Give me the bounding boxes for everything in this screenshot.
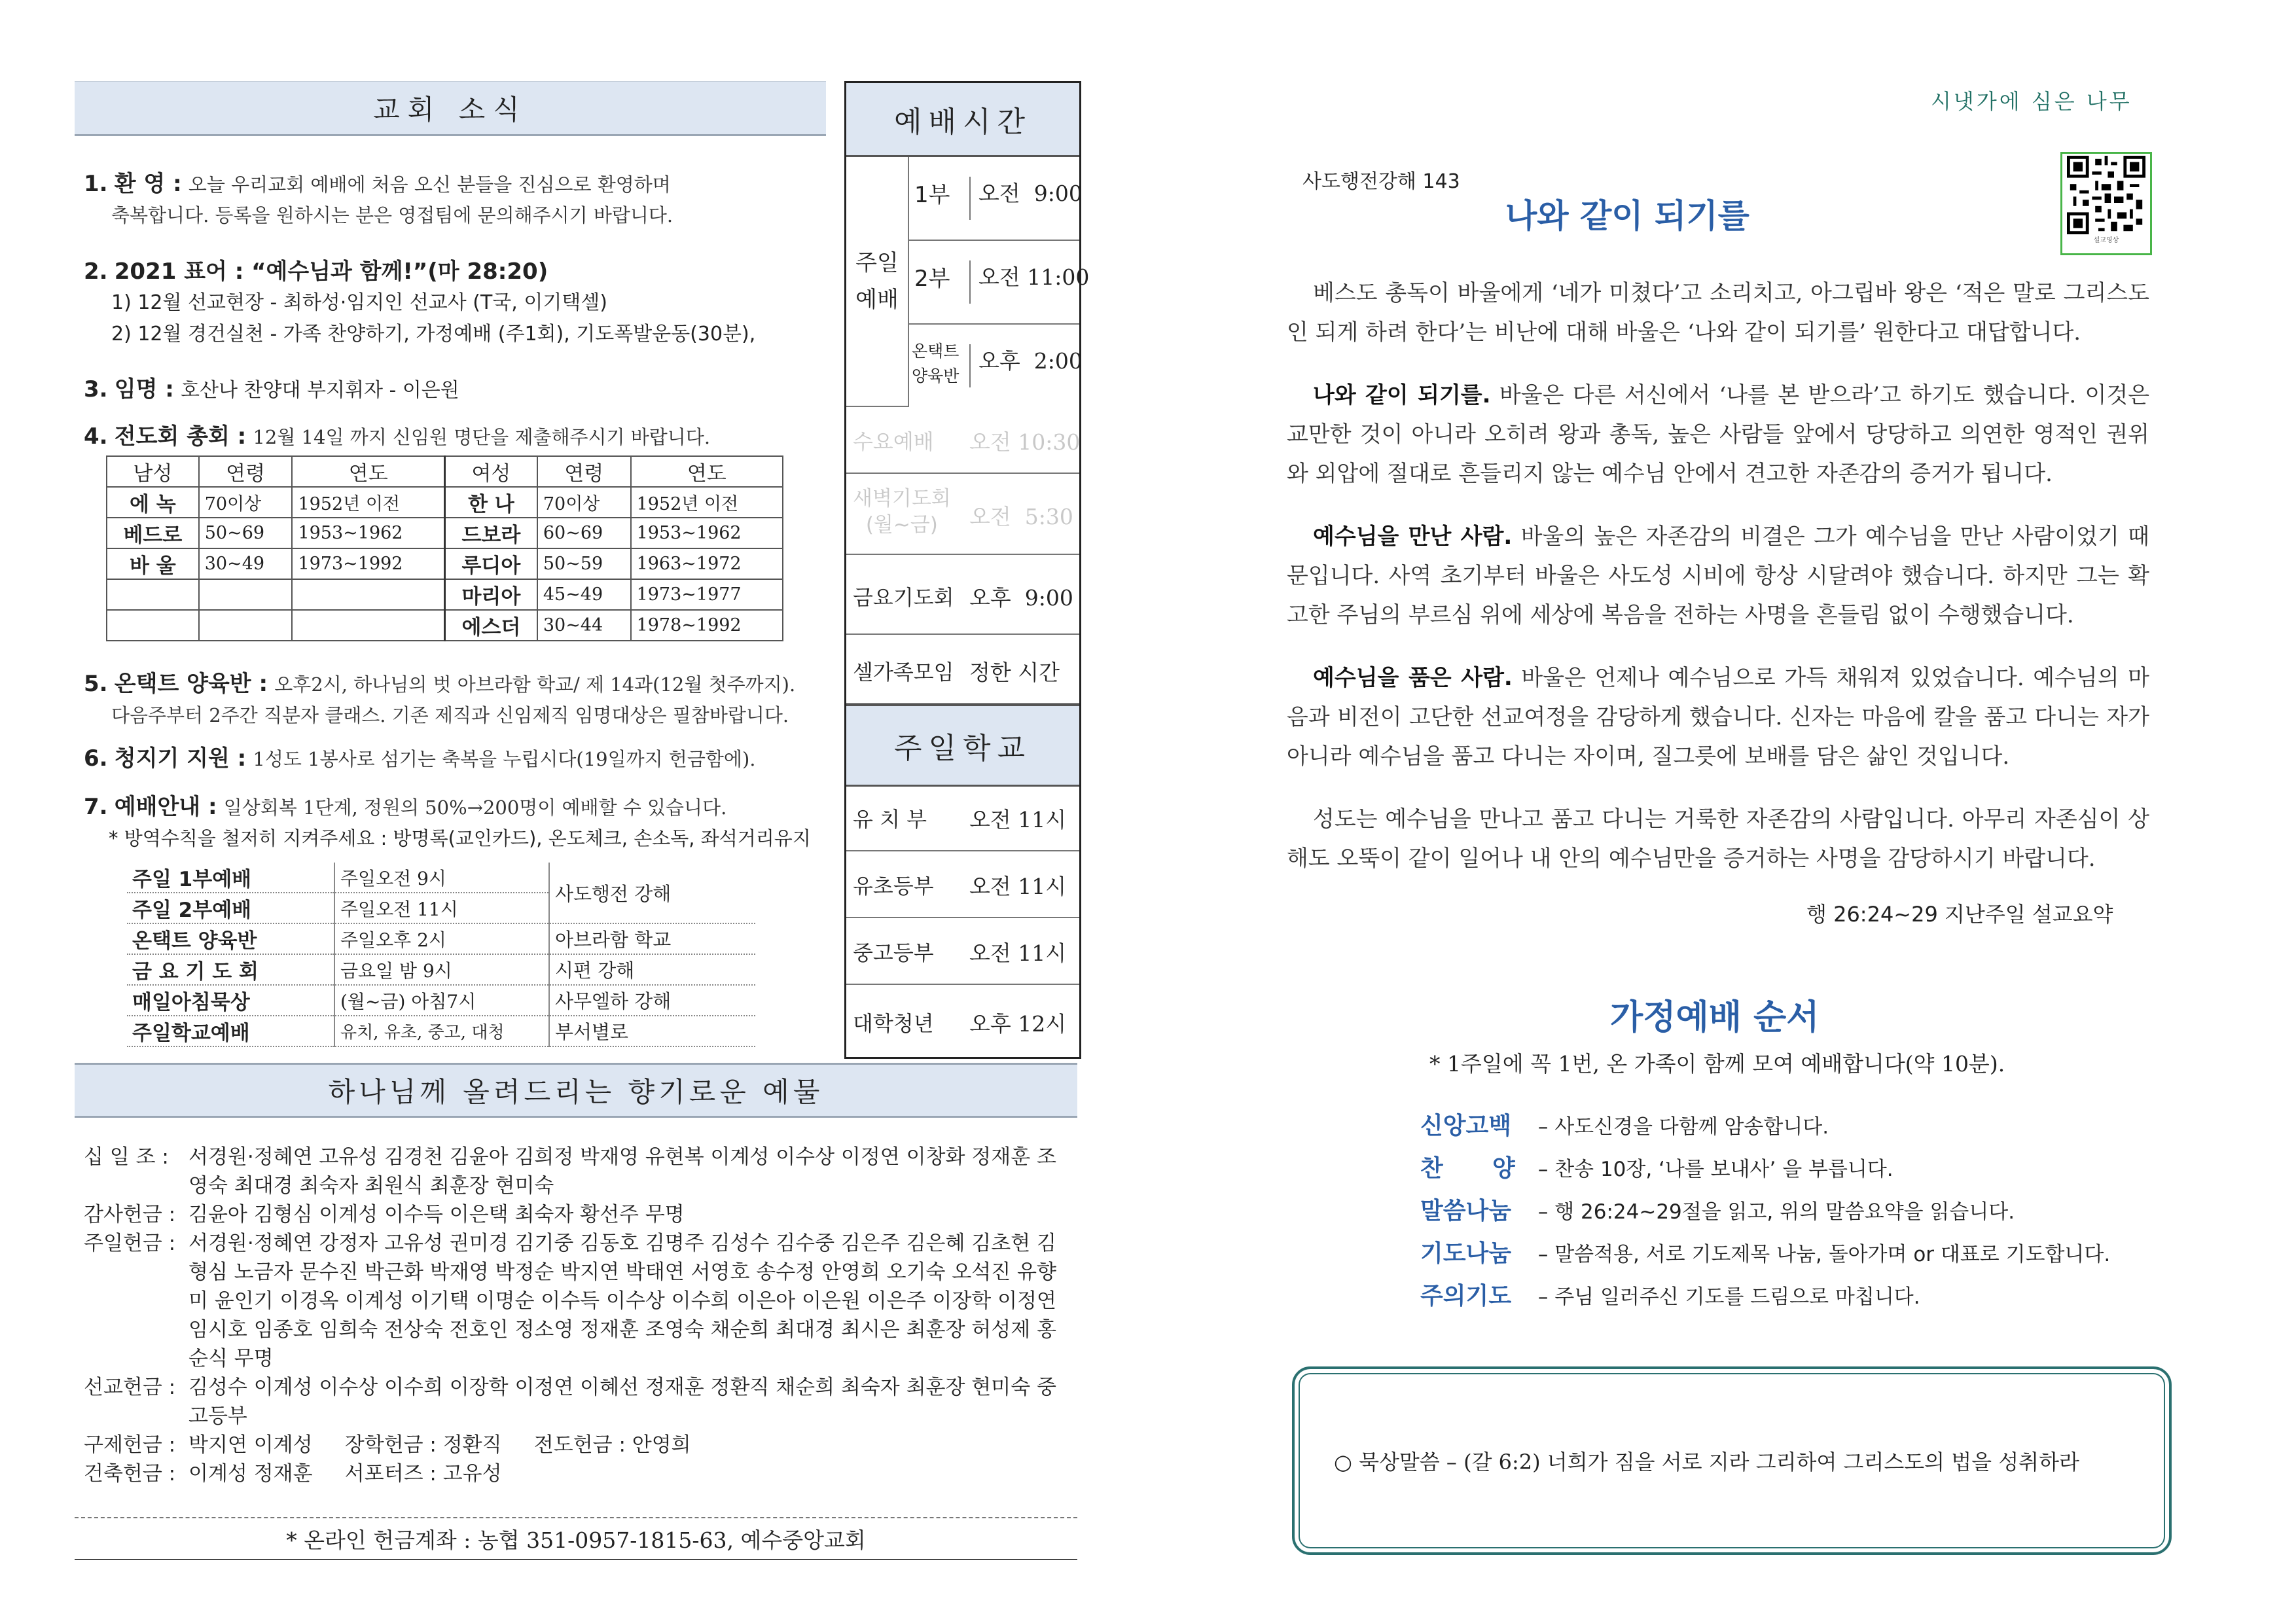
news-item-7: 7. 예배안내 : 일상회복 1단계, 정원의 50%→200명이 예배할 수 있습니다. * 방역수칙을 철저히 지켜주세요 : 방명록(교인카드), 온도체크, 손소독, 좌석거리유지 (84, 794, 811, 849)
offering-thanks: 감사헌금 : 김윤아 김형심 이계성 이수득 이은택 최숙자 황선주 무명 (84, 1203, 685, 1226)
family-worship-title: 가정예배 순서 (1610, 998, 1820, 1037)
family-order-item: 기도나눔 – 말씀적용, 서로 기도제목 나눔, 돌아가며 or 대표로 기도합니다. (1420, 1240, 2111, 1267)
schedule-row: 대학청년 오후 12시 (853, 1011, 1067, 1037)
table-row: 매일아침묵상 (월~금) 아침7시 사무엘하 강해 (127, 985, 755, 1016)
news-header: 교회 소식 (75, 81, 826, 136)
sermon-title: 나와 같이 되기를 (1505, 197, 1749, 235)
sunday-school-header: 주일학교 (846, 704, 1079, 787)
table-row: 주일학교예배 유치, 유초, 중고, 대청 부서별로 (127, 1016, 755, 1046)
schedule-row: 1부 오전 9:00 (909, 157, 1079, 241)
schedule-row: 수요예배 오전 10:30 (846, 407, 1079, 474)
offering-building: 건축헌금 : 이계성 정재훈 서포터즈 : 고유성 (84, 1462, 502, 1486)
sermon-paragraph: 예수님을 만난 사람. 바울의 높은 자존감의 비결은 그가 예수님을 만난 사람이었기 때문입니다. 사역 초기부터 바울은 사도성 시비에 항상 시달려야 했습니다. 하지만 그는 확고한 주님의 부르심 위에 세상에 복음을 전하는 사명을 흔들림 없이 수행했습니다. (1287, 524, 2150, 628)
news-item-5: 5. 온택트 양육반 : 오후2시, 하나님의 벗 아브라함 학교/ 제 14과(12월 첫주까지). 다음주부터 2주간 직분자 클래스. 기존 제직과 신임제직 임명대상은 필참바랍니다. (84, 671, 796, 726)
table-header: 남성 (107, 456, 199, 487)
offering-sunday: 주일헌금 : 서경원·정혜연 강정자 고유성 권미경 김기중 김동호 김명주 김성수 김수중 김은주 김은혜 김초현 김형심 노금자 문수진 박근화 박재영 박정순 박지연 박태연 서영호 송수정 안영희 오기숙 오석진 유향미 윤인기 이경옥 이계성 이기택 이명순 이수득 이수상 이수희 이은아 이은원 이은주 이장학 이정연 임시호 임종호 임희숙 전상숙 전호인 정소영 정재훈 조영숙 채순희 최대경 최시은 최훈장 허성제 홍순식 무명 (84, 1232, 1056, 1370)
table-header: 연령 (537, 456, 631, 487)
mission-society-table (106, 455, 783, 641)
offering-mission: 선교헌금 : 김성수 이계성 이수상 이수희 이장학 이정연 이혜선 정재훈 정환직 채순희 최숙자 최훈장 현미숙 중고등부 (84, 1376, 1056, 1428)
table-header: 연도 (292, 456, 444, 487)
news-item-1: 1. 환 영 : 오늘 우리교회 예배에 처음 오신 분들을 진심으로 환영하며 축복합니다. 등록을 원하시는 분은 영접팀에 문의해주시기 바랍니다. (84, 171, 673, 226)
tagline: 시냇가에 심은 나무 (1931, 89, 2132, 114)
online-account: * 온라인 헌금계좌 : 농협 351-0957-1815-63, 예수중앙교회 (75, 1517, 1077, 1560)
news-item-4: 4. 전도회 총회 : 12월 14일 까지 신임원 명단을 제출해주시기 바랍니다. (84, 423, 711, 450)
schedule-row: 중고등부 오전 11시 (846, 918, 1079, 985)
news-item-2: 2. 2021 표어 : “예수님과 함께!”(마 28:20) 1) 12월 선교현장 - 최하성·임지인 선교사 (T국, 이기택셀) 2) 12월 경건실천 - 가족 찬양하기, 가정예배 (주1회), 기도폭발운동(30분), (84, 259, 756, 346)
offering-header: 하나님께 올려드리는 향기로운 예물 (75, 1063, 1077, 1118)
schedule-row: 온택트 양육반 오후 2:00 (909, 325, 1079, 406)
sermon-paragraph: 성도는 예수님을 만나고 품고 다니는 거룩한 자존감의 사람입니다. 아무리 자존심이 상해도 오뚝이 같이 일어나 내 안의 예수님만을 증거하는 사명을 감당하시기 바랍니다. (1287, 806, 2149, 872)
schedule-row: 유 치 부 오전 11시 (846, 785, 1079, 851)
news-item-3: 3. 임명 : 호산나 찬양대 부지휘자 - 이은원 (84, 376, 459, 402)
offering-relief: 구제헌금 : 박지연 이계성 장학헌금 : 정환직 전도헌금 : 안영희 (84, 1433, 691, 1457)
table-row: 베드로 50~69 1953~1962 드보라 60~69 1953~1962 (107, 518, 783, 548)
qr-code-icon (2064, 156, 2148, 234)
table-header: 연도 (631, 456, 783, 487)
worship-schedule-box (844, 81, 1090, 1059)
table-row: 에 녹 70이상 1952년 이전 한 나 70이상 1952년 이전 (107, 487, 783, 518)
table-row: 주일 2부예배 주일오전 11시 (127, 893, 755, 923)
schedule-row: 유초등부 오전 11시 (846, 851, 1079, 918)
sunday-worship-label: 주일 예배 (846, 157, 909, 407)
table-header: 여성 (444, 456, 537, 487)
schedule-row: 2부 오전 11:00 (909, 241, 1079, 325)
family-order-item: 말씀나눔 – 행 26:24~29절을 읽고, 위의 말씀요약을 읽습니다. (1420, 1198, 2015, 1224)
sermon-series: 사도행전강해 143 (1302, 170, 1460, 193)
sermon-paragraph: 예수님을 품은 사람. 바울은 언제나 예수님으로 가득 채워져 있었습니다. 예수님의 마음과 비전이 고단한 선교여정을 감당하게 했습니다. 신자는 마음에 칼을 품고 다니는 자가 아니라 예수님을 품고 다니는 자이며, 질그릇에 보배를 담은 삶인 것입니다. (1287, 665, 2150, 770)
table-row: 온택트 양육반 주일오후 2시 아브라함 학교 (127, 923, 755, 954)
qr-caption: 설교영상 (2093, 237, 2119, 244)
news-item-6: 6. 청지기 지원 : 1성도 1봉사로 섬기는 축복을 누립시다(19일까지 헌금함에). (84, 745, 756, 772)
family-order-item: 주의기도 – 주님 일러주신 기도를 드림으로 마칩니다. (1420, 1283, 1920, 1310)
table-row: 금 요 기 도 회 금요일 밤 9시 시편 강해 (127, 954, 755, 985)
family-order-item: 찬 양 – 찬송 10장, ‘나를 보내사’ 을 부릅니다. (1420, 1155, 1893, 1182)
sermon-paragraph: 베스도 총독이 바울에게 ‘네가 미쳤다’고 소리치고, 아그립바 왕은 ‘적은 말로 그리스도인 되게 하려 한다’는 비난에 대해 바울은 ‘나와 같이 되기를’ 원한다고 대답합니다. (1287, 280, 2149, 346)
schedule-row: 셀가족모임 정한 시간 (846, 635, 1079, 704)
table-header-row (107, 456, 783, 487)
meditation-verse: ○ 묵상말씀 – (갈 6:2) 너희가 짐을 서로 지라 그리하여 그리스도의 법을 성취하라 (1334, 1450, 2079, 1474)
meditation-verse-box (1292, 1366, 2172, 1555)
schedule-row: 금요기도회 오후 9:00 (846, 555, 1079, 635)
schedule-row: 새벽기도회 (월~금) 오전 5:30 (846, 474, 1079, 555)
family-worship-note: * 1주일에 꼭 1번, 온 가족이 함께 모여 예배합니다(약 10분). (1429, 1051, 2005, 1077)
table-row: 에스더 30~44 1978~1992 (107, 610, 783, 641)
table-header: 연령 (199, 456, 293, 487)
sermon-paragraph: 나와 같이 되기를. 바울은 다른 서신에서 ‘나를 본 받으라’고 하기도 했습니다. 이것은 교만한 것이 아니라 오히려 왕과 총독, 높은 사람들 앞에서 당당하고 의연한 영적인 권위와 외압에 절대로 흔들리지 않는 예수님 안에서 견고한 자존감의 증거가 됩니다. (1287, 382, 2150, 487)
schedule-header: 예배시간 (846, 83, 1079, 157)
table-row: 주일 1부예배 주일오전 9시 사도행전 강해 (127, 863, 755, 893)
sermon-video-qr-code[interactable] (2060, 152, 2152, 255)
family-order-item: 신앙고백 – 사도신경을 다함께 암송합니다. (1420, 1113, 1829, 1139)
table-row: 마리아 45~49 1973~1977 (107, 579, 783, 610)
sermon-reference: 행 26:24~29 지난주일 설교요약 (1806, 902, 2113, 927)
table-row: 바 울 30~49 1973~1992 루디아 50~59 1963~1972 (107, 548, 783, 579)
offering-tithe: 십 일 조 : 서경원·정혜연 고유성 김경천 김윤아 김희정 박재영 유현복 이계성 이수상 이정연 이창화 정재훈 조영숙 최대경 최숙자 최원식 최훈장 현미숙 (84, 1145, 1056, 1198)
worship-guide-table (127, 863, 755, 1047)
